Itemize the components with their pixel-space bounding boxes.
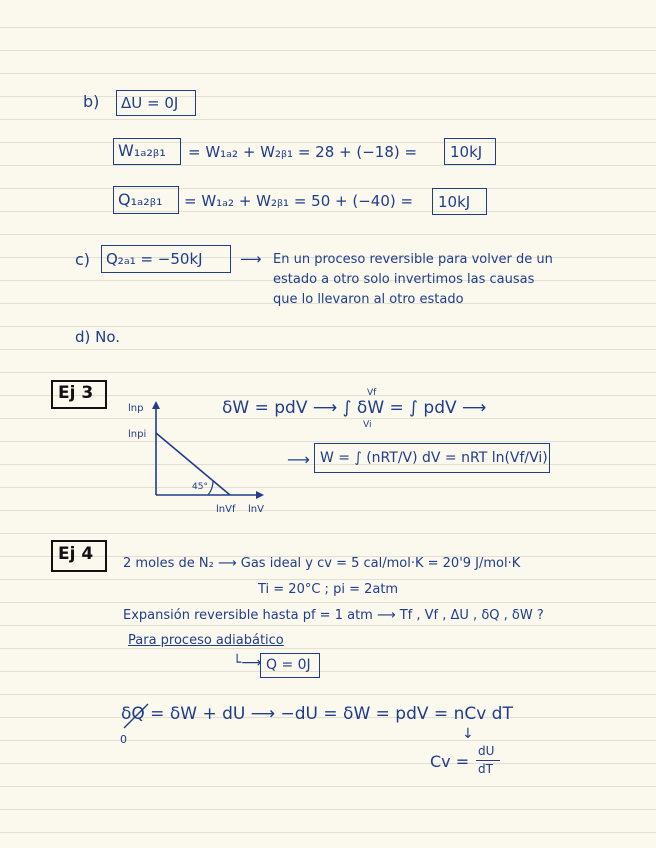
final-frac-bar (476, 760, 500, 761)
part-d: d) No. (75, 328, 121, 346)
ej3-title: Ej 3 (58, 383, 94, 403)
ej3-eq2: W = ∫ (nRT/V) dV = nRT ln(Vf/Vi) (320, 450, 548, 466)
ej4-line1: 2 moles de N₂ ⟶ Gas ideal y cv = 5 cal/mol·K = 20'9 J/mol·K (123, 556, 521, 571)
q-lhs: Q₁ₐ₂ᵦ₁ (118, 190, 163, 209)
ej3-eq1: δW = pdV ⟶ ∫ δW = ∫ pdV ⟶ (222, 398, 487, 418)
final-zero: 0 (120, 733, 127, 746)
strike-mark (118, 700, 154, 732)
c-arrow: ⟶ (240, 250, 262, 268)
final-eq: δQ = δW + dU ⟶ −dU = δW = pdV = nCv dT (121, 704, 513, 724)
part-c-label: c) (75, 250, 91, 269)
w-lhs: W₁ₐ₂ᵦ₁ (118, 141, 166, 160)
ej3-int-lower: Vi (363, 420, 372, 430)
graph-angle-arc (208, 481, 213, 495)
final-frac-num: dU (478, 744, 495, 758)
c-boxed: Q₂ₐ₁ = −50kJ (106, 250, 203, 268)
final-frac-den: dT (478, 762, 493, 776)
w-rhs: = W₁ₐ₂ + W₂ᵦ₁ = 28 + (−18) = (188, 143, 418, 161)
ej4-line3: Expansión reversible hasta pf = 1 atm ⟶ Tf , Vf , ΔU , δQ , δW ? (123, 608, 544, 623)
graph-x-label: lnV (248, 504, 264, 515)
ej4-title: Ej 4 (58, 544, 94, 564)
final-down: ↓ (462, 726, 474, 742)
graph-y-tick: lnpi (128, 429, 147, 440)
c-line1: En un proceso reversible para volver de un (273, 252, 553, 267)
ej3-arrow2: ⟶ (287, 450, 310, 469)
c-line3: que lo llevaron al otro estado (273, 292, 464, 307)
graph-y-arrow (152, 401, 160, 409)
ej4-arrow: └⟶ (233, 655, 262, 671)
ej3-int-upper: Vf (367, 388, 377, 398)
graph-x-arrow (256, 491, 264, 499)
du-text: ΔU = 0J (121, 94, 179, 112)
ej4-boxed: Q = 0J (266, 657, 311, 673)
q-rhs: = W₁ₐ₂ + W₂ᵦ₁ = 50 + (−40) = (184, 192, 414, 210)
graph-angle: 45° (192, 482, 208, 492)
final-cv: Cv = (430, 752, 470, 771)
ej4-line4: Para proceso adiabático (128, 633, 284, 648)
ej4-line2: Ti = 20°C ; pi = 2atm (258, 582, 399, 597)
graph-x-tick: lnVf (216, 504, 236, 515)
c-line2: estado a otro solo invertimos las causas (273, 272, 535, 287)
w-result: 10kJ (450, 143, 483, 161)
q-result: 10kJ (438, 193, 471, 211)
graph-y-label: lnp (128, 403, 144, 414)
part-b-label: b) (83, 92, 100, 111)
